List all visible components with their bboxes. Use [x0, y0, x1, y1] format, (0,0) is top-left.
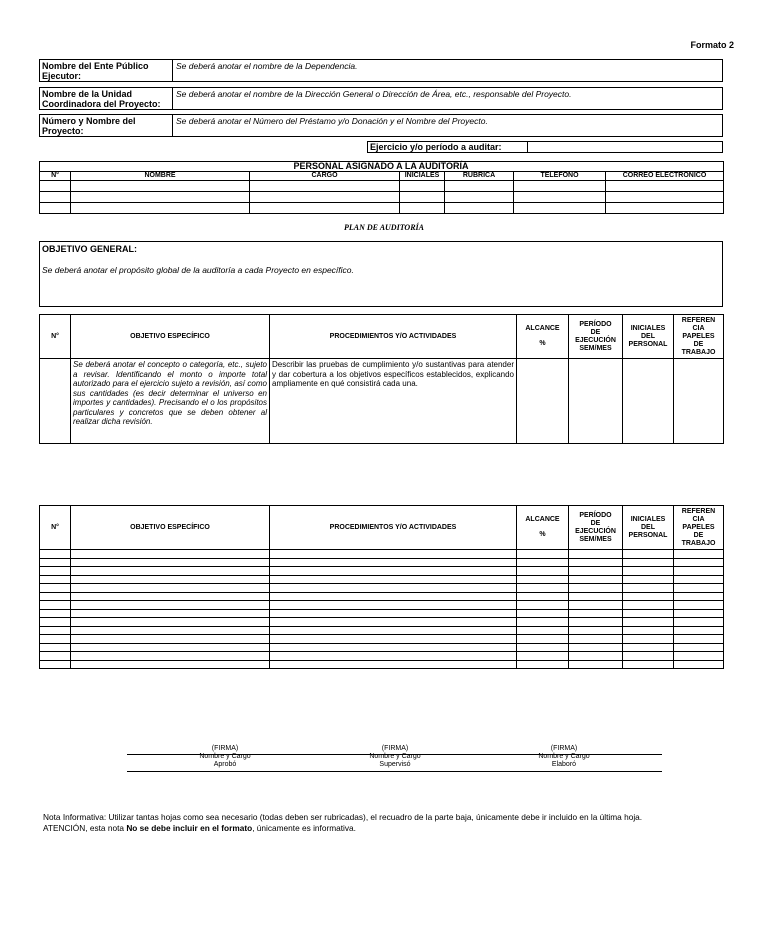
col-cargo: CARGO — [250, 172, 400, 181]
col-nombre: NOMBRE — [71, 172, 250, 181]
col-rubrica: RUBRICA — [445, 172, 514, 181]
nota-line-2: ATENCIÓN, esta nota No se debe incluir en el formato, únicamente es informativa. — [43, 823, 356, 833]
col-n: N° — [40, 506, 71, 550]
col-procedimientos: PROCEDIMIENTOS Y/O ACTIVIDADES — [270, 315, 517, 359]
nota-informativa — [43, 812, 733, 834]
col-alcance: ALCANCE % — [517, 506, 569, 550]
col-periodo: PERÍODO DE EJECUCIÓN SEM/MES — [569, 315, 623, 359]
col-iniciales: INICIALES DEL PERSONAL — [623, 315, 674, 359]
field-label: Nombre de la Unidad Coordinadora del Proyecto: — [42, 89, 161, 109]
signature-aprobo[interactable]: (FIRMA) Nombre y Cargo Aprobó — [199, 745, 251, 768]
col-iniciales: INICIALES — [400, 172, 445, 181]
col-correo: CORREO ELECTRONICO — [606, 172, 724, 181]
field-label: Número y Nombre del Proyecto: — [42, 116, 136, 136]
ejercicio-label: Ejercicio y/o período a auditar: — [370, 142, 502, 152]
field-proyecto[interactable] — [39, 114, 723, 137]
objetivo-especifico-cell: Se deberá anotar el concepto o categoría, etc., sujeto a revisar. Identificando el monto o importe total autorizado para el ejercicio sujeto a revisión, así como sus cantidades (es decir determinar el universo en importes y cantidades). Precisando el o los propósitos particulares y concretos que se deben obtener al realizar dicha revisión. — [71, 359, 270, 444]
table-row[interactable] — [40, 584, 724, 593]
activities-table-2 — [39, 505, 724, 669]
table-row[interactable] — [40, 618, 724, 627]
field-value: Se deberá anotar el nombre de la Dirección General o Dirección de Área, etc., responsable del Proyecto. — [176, 89, 572, 99]
col-periodo: PERÍODO DE EJECUCIÓN SEM/MES — [569, 506, 623, 550]
signature-elaboro[interactable]: (FIRMA) Nombre y Cargo Elaboró — [538, 745, 590, 768]
table-row[interactable] — [40, 635, 724, 644]
plan-title: PLAN DE AUDITORÍA — [343, 223, 424, 232]
table-row[interactable] — [40, 627, 724, 635]
table-row[interactable] — [40, 567, 724, 576]
activities-table-1 — [39, 314, 724, 444]
col-iniciales: INICIALES DEL PERSONAL — [623, 506, 674, 550]
objetivo-general-text: Se deberá anotar el propósito global de la auditoría a cada Proyecto en específico. — [42, 265, 354, 275]
ejercicio-field[interactable] — [367, 141, 723, 153]
table-row[interactable] — [40, 359, 724, 444]
table-row[interactable] — [40, 576, 724, 584]
signature-line-bottom — [127, 771, 662, 772]
table-row[interactable] — [40, 610, 724, 618]
objetivo-general-label: OBJETIVO GENERAL: — [42, 244, 138, 254]
col-n: N° — [40, 172, 71, 181]
field-ente-publico[interactable] — [39, 59, 723, 82]
format-label: Formato 2 — [690, 40, 734, 50]
col-referencia: REFEREN CIA PAPELES DE TRABAJO — [674, 506, 724, 550]
objetivo-general-box[interactable] — [39, 241, 723, 307]
table-row[interactable] — [40, 203, 724, 214]
table-row[interactable] — [40, 593, 724, 601]
table-row[interactable] — [40, 192, 724, 203]
field-value: Se deberá anotar el Número del Préstamo y/o Donación y el Nombre del Proyecto. — [176, 116, 488, 126]
col-objetivo: OBJETIVO ESPECÍFICO — [71, 315, 270, 359]
field-unidad-coordinadora[interactable] — [39, 87, 723, 110]
col-telefono: TELEFONO — [514, 172, 606, 181]
table-row[interactable] — [40, 181, 724, 192]
personal-title: PERSONAL ASIGNADO A LA AUDITORÍA — [293, 161, 469, 171]
table-row[interactable] — [40, 644, 724, 652]
table-row[interactable] — [40, 652, 724, 661]
table-row[interactable] — [40, 550, 724, 559]
col-alcance: ALCANCE % — [517, 315, 569, 359]
nota-line-1: Nota Informativa: Utilizar tantas hojas como sea necesario (todas deben ser rubricadas), el recuadro de la parte baja, únicamente debe ir incluido en la última hoja. — [43, 812, 643, 822]
personal-table — [39, 161, 724, 214]
col-referencia: REFEREN CIA PAPELES DE TRABAJO — [674, 315, 724, 359]
table-row[interactable] — [40, 601, 724, 610]
col-n: N° — [40, 315, 71, 359]
field-label: Nombre del Ente Público Ejecutor: — [42, 61, 149, 81]
col-objetivo: OBJETIVO ESPECÍFICO — [71, 506, 270, 550]
table-row[interactable] — [40, 559, 724, 567]
table-row[interactable] — [40, 661, 724, 669]
signature-superviso[interactable]: (FIRMA) Nombre y Cargo Supervisó — [369, 745, 421, 768]
col-procedimientos: PROCEDIMIENTOS Y/O ACTIVIDADES — [270, 506, 517, 550]
field-value: Se deberá anotar el nombre de la Dependencia. — [176, 61, 358, 71]
procedimientos-cell: Describir las pruebas de cumplimiento y/o sustantivas para atender y dar cobertura a los objetivos específicos establecidos, explicando ampliamente en qué consistirá cada una. — [270, 359, 517, 444]
